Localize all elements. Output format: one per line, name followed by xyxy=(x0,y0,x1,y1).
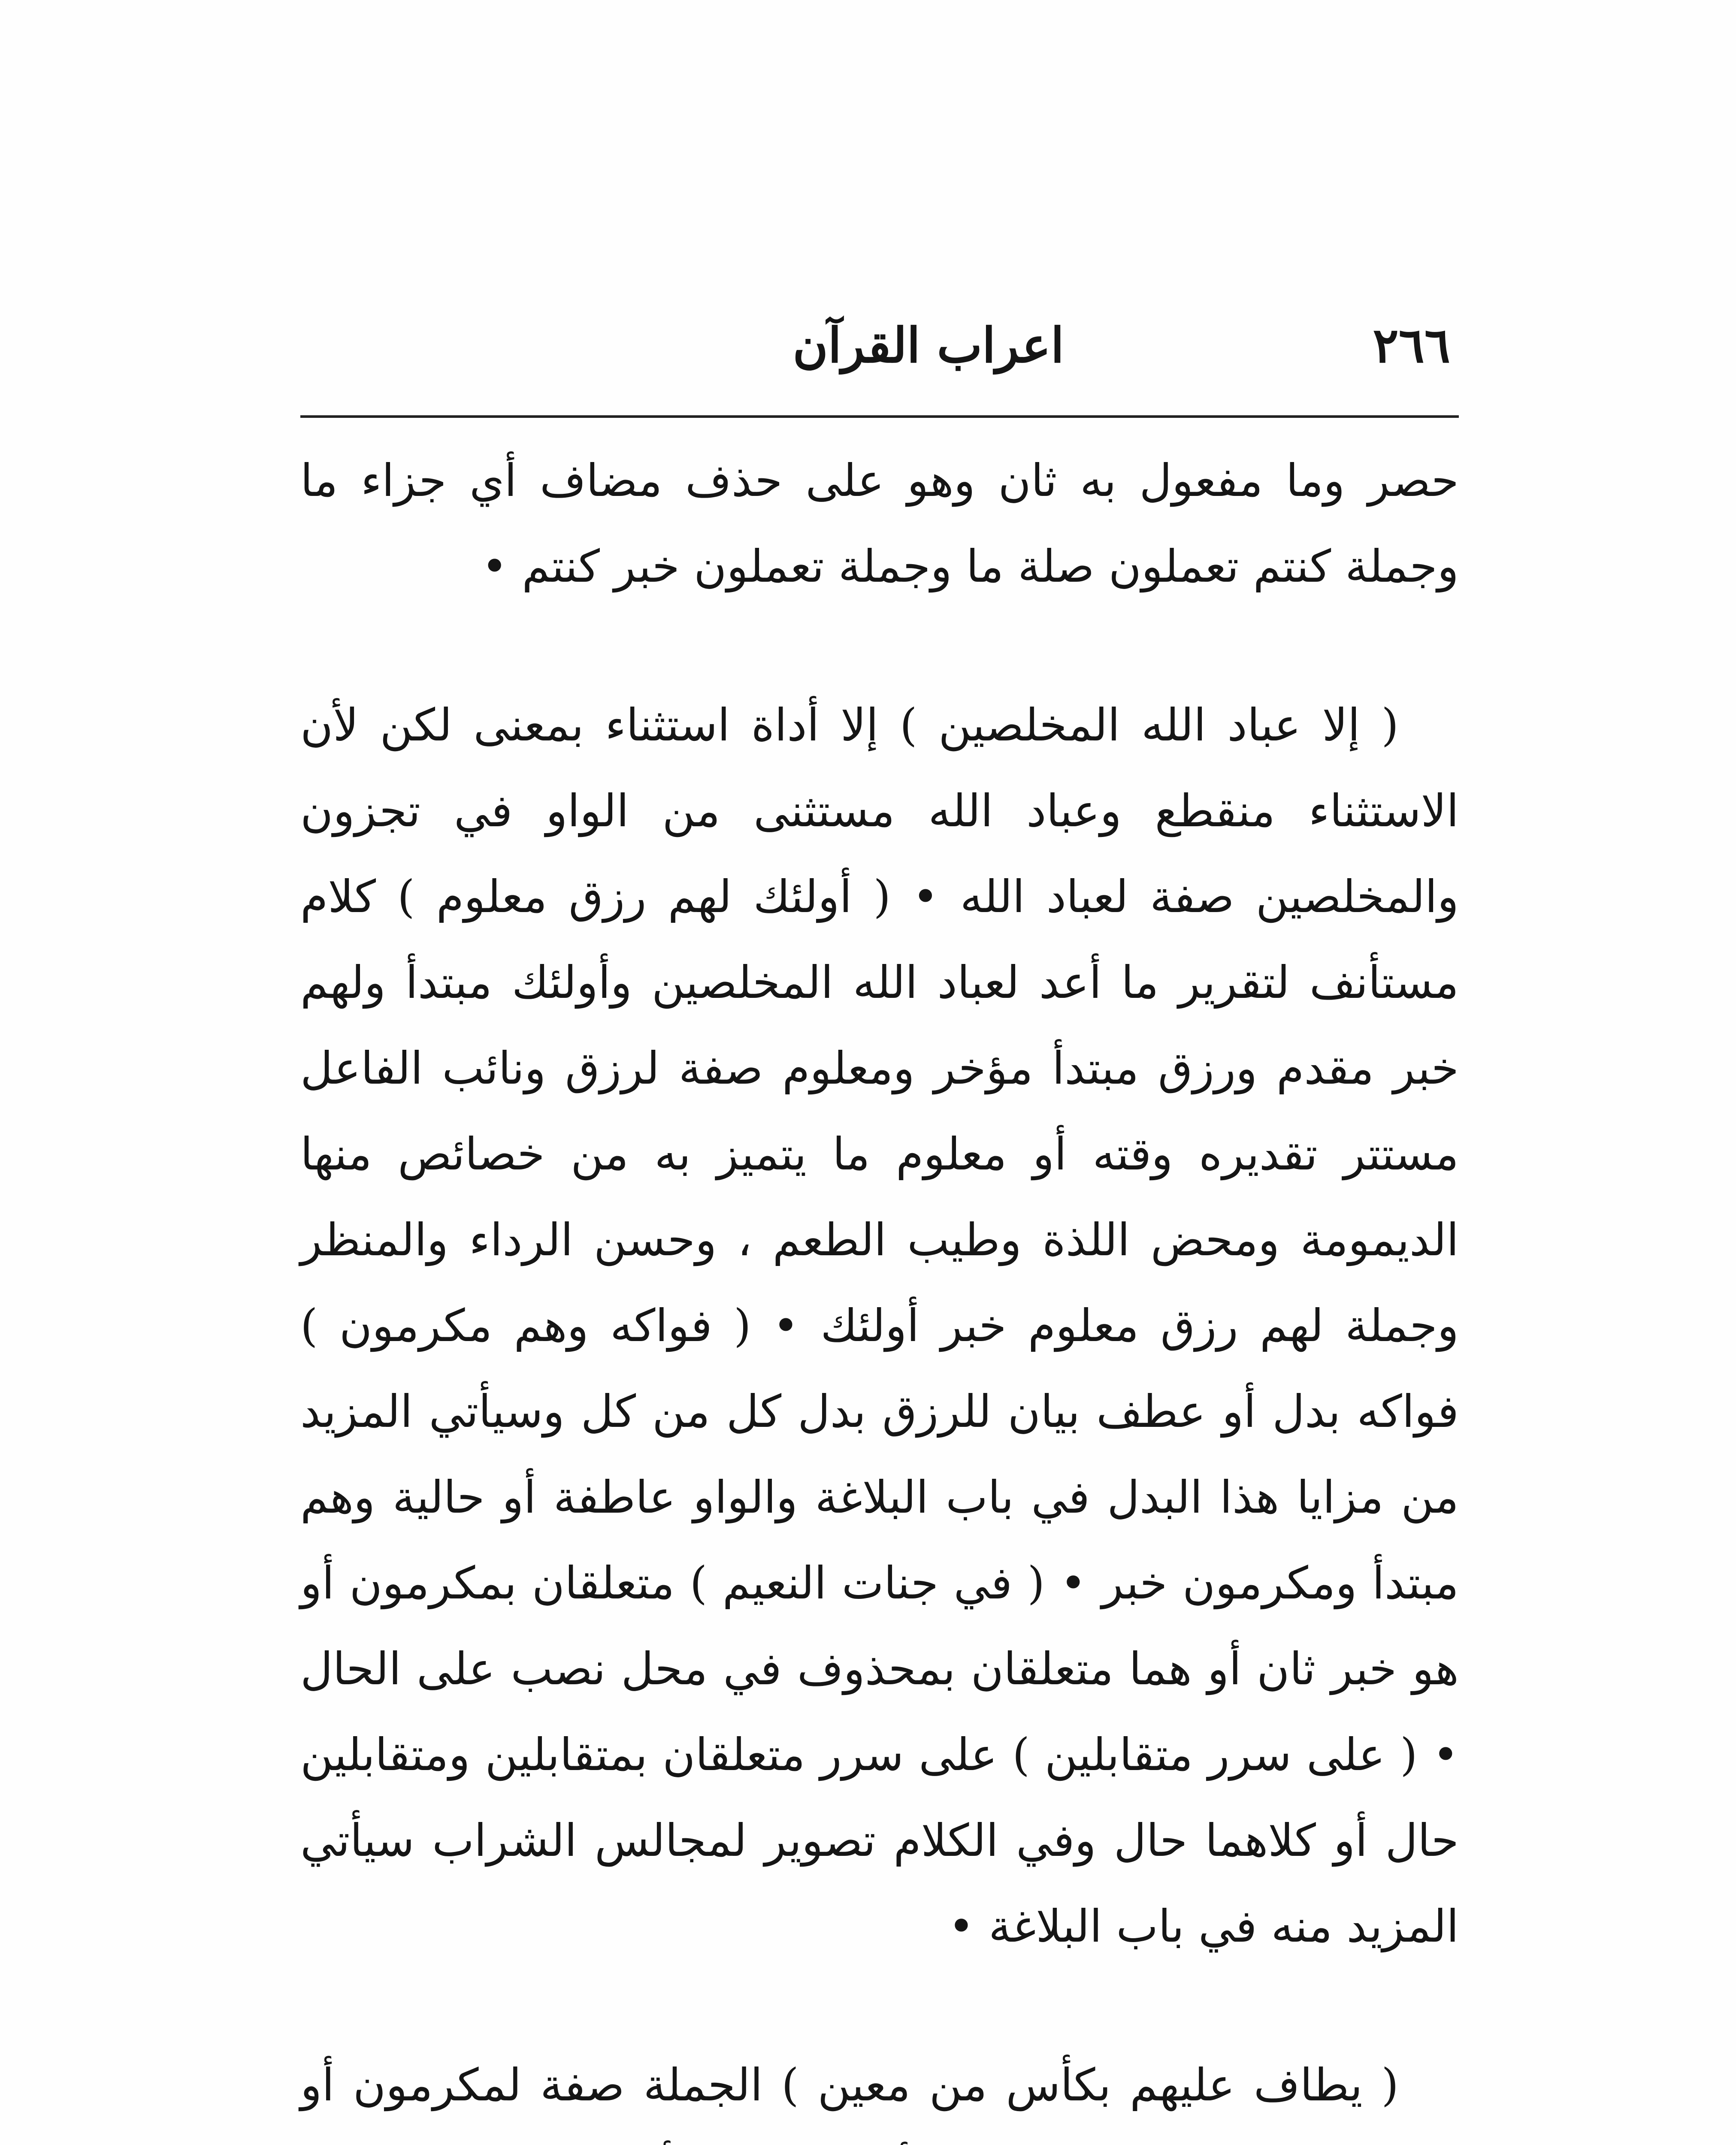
paragraph-2: ( إلا عباد الله المخلصين ) إلا أداة استثناء بمعنى لكن لأن الاستثناء منقطع وعباد الله مستثنى من الواو في تجزون والمخلصين صفة لعباد الله • ( أولئك لهم رزق معلوم ) كلام مستأنف لتقرير ما أعد لعباد الله المخلصين وأولئك مبتدأ ولهم خبر مقدم ورزق مبتدأ مؤخر ومعلوم صفة لرزق ونائب الفاعل مستتر تقديره وقته أو معلوم ما يتميز به من خصائص منها الديمومة ومحض اللذة وطيب الطعم ، وحسن الرداء والمنظر وجملة لهم رزق معلوم خبر أولئك • ( فواكه وهم مكرمون ) فواكه بدل أو عطف بيان للرزق بدل كل من كل وسيأتي المزيد من مزايا هذا البدل في باب البلاغة والواو عاطفة أو حالية وهم مبتدأ ومكرمون خبر • ( في جنات النعيم ) متعلقان بمكرمون أو هو خبر ثان أو هما متعلقان بمحذوف في محل نصب على الحال • ( على سرر متقابلين ) على سرر متعلقان بمتقابلين ومتقابلين حال أو كلاهما حال وفي الكلام تصوير لمجالس الشراب سيأتي المزيد منه في باب البلاغة • xyxy=(300,699,1459,1952)
page-body xyxy=(300,438,1459,2145)
page-number: ٢٦٦ xyxy=(1373,317,1450,374)
page-header xyxy=(300,309,1450,395)
running-title: اعراب القرآن xyxy=(792,317,1064,374)
header-divider xyxy=(300,415,1459,418)
paragraph-1: حصر وما مفعول به ثان وهو على حذف مضاف أي جزاء ما وجملة كنتم تعملون صلة ما وجملة تعملون خبر كنتم • xyxy=(300,454,1459,592)
paragraph-3: ( يطاف عليهم بكأس من معين ) الجملة صفة لمكرمون أو xyxy=(300,2059,1399,2111)
